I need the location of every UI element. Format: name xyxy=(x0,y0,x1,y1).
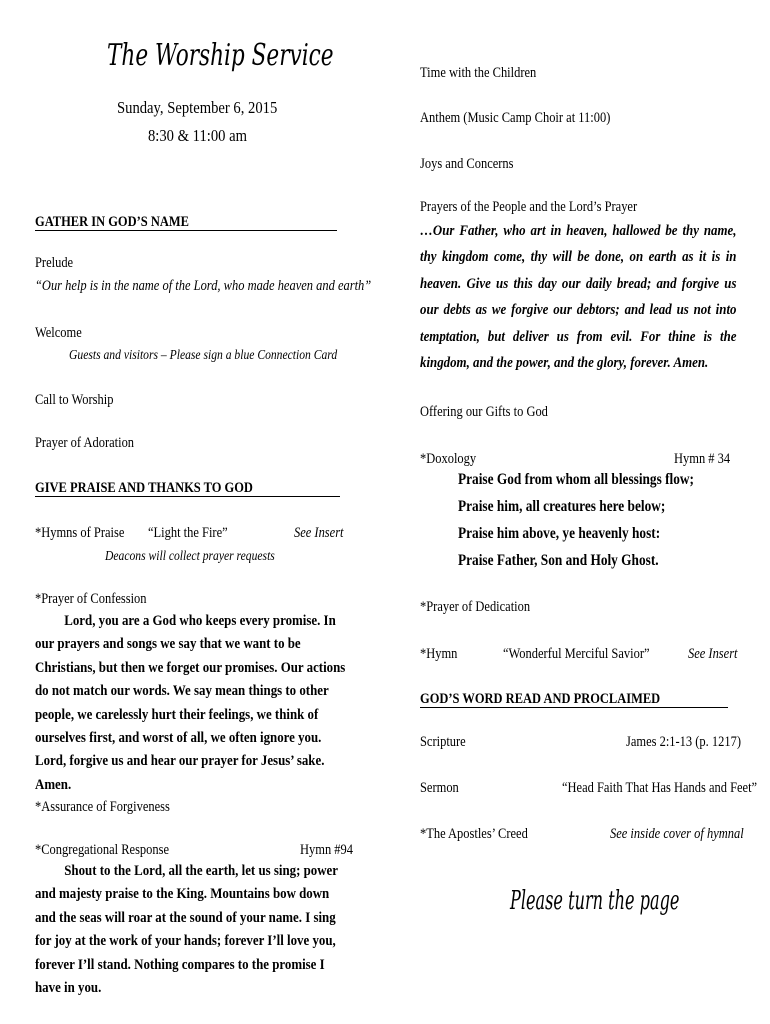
deacons-note: Deacons will collect prayer requests xyxy=(105,548,275,563)
prayer-of-confession-text: Lord, you are a God who keeps every promise. In our prayers and songs we say that we want to be Christians, but then we forget our promises. Our actions do not match our words. We say mean things to other people, we carelessly hurt their feelings, we think of ourselves first, and worst of all, we often ignore you. Lord, forgive us and hear our prayer for Jesus’ sake. Amen. xyxy=(35,613,346,793)
joys-and-concerns-label: Joys and Concerns xyxy=(420,156,514,172)
apostles-creed-ref: See inside cover of hymnal xyxy=(610,826,744,842)
doxology-line: Praise him, all creatures here below; xyxy=(458,498,666,515)
doxology-line: Praise Father, Son and Holy Ghost. xyxy=(458,552,659,569)
service-date: Sunday, September 6, 2015 xyxy=(117,98,278,117)
hymn-label: *Hymn xyxy=(420,646,458,662)
prayer-of-dedication-label: *Prayer of Dedication xyxy=(420,599,531,615)
anthem-label: Anthem (Music Camp Choir at 11:00) xyxy=(420,110,611,126)
lords-prayer-text: …Our Father, who art in heaven, hallowed be thy name, thy kingdom come, thy will be done, on earth as it is in heaven. Give us this day our daily bread; and forgive us our debts as we forgive our debtors; and lead us not into temptation, but deliver us from evil. For thine is the kingdom, and the power, and the glory, forever. Amen. xyxy=(420,223,737,372)
apostles-creed-label: *The Apostles’ Creed xyxy=(420,826,528,842)
offering-label: Offering our Gifts to God xyxy=(420,404,548,420)
congregational-response-label: *Congregational Response xyxy=(35,842,170,858)
section-rule xyxy=(420,707,728,708)
hymns-of-praise-label: *Hymns of Praise xyxy=(35,525,125,541)
assurance-of-forgiveness-label: *Assurance of Forgiveness xyxy=(35,799,170,815)
scripture-label: Scripture xyxy=(420,734,466,750)
hymns-of-praise-title: “Light the Fire” xyxy=(148,525,228,541)
service-times: 8:30 & 11:00 am xyxy=(148,126,247,145)
hymns-of-praise-ref: See Insert xyxy=(294,525,344,541)
doxology-line: Praise God from whom all blessings flow; xyxy=(458,471,694,488)
doxology-label: *Doxology xyxy=(420,451,477,467)
section-praise-heading: GIVE PRAISE AND THANKS TO GOD xyxy=(35,480,253,496)
prelude-quote: “Our help is in the name of the Lord, who made heaven and earth” xyxy=(35,278,372,294)
call-to-worship-label: Call to Worship xyxy=(35,392,114,408)
prelude-label: Prelude xyxy=(35,255,74,271)
scripture-ref: James 2:1-13 (p. 1217) xyxy=(626,734,741,750)
welcome-label: Welcome xyxy=(35,325,82,341)
section-word-heading: GOD’S WORD READ AND PROCLAIMED xyxy=(420,691,661,707)
doxology-hymn: Hymn # 34 xyxy=(674,451,731,467)
page-title: The Worship Service xyxy=(107,38,334,73)
doxology-line: Praise him above, ye heavenly host: xyxy=(458,525,661,542)
please-turn-the-page: Please turn the page xyxy=(510,886,680,916)
welcome-note: Guests and visitors – Please sign a blue Connection Card xyxy=(69,347,338,362)
sermon-title: “Head Faith That Has Hands and Feet” xyxy=(562,780,758,796)
hymn-title: “Wonderful Merciful Savior” xyxy=(503,646,650,662)
section-gather-heading: GATHER IN GOD’S NAME xyxy=(35,214,189,230)
prayers-of-the-people-label: Prayers of the People and the Lord’s Prayer xyxy=(420,199,638,215)
section-rule xyxy=(35,230,337,231)
prayer-of-adoration-label: Prayer of Adoration xyxy=(35,435,135,451)
time-with-children-label: Time with the Children xyxy=(420,65,537,81)
sermon-label: Sermon xyxy=(420,780,459,796)
prayer-of-confession-label: *Prayer of Confession xyxy=(35,591,147,607)
congregational-response-text: Shout to the Lord, all the earth, let us sing; power and majesty praise to the King. Mountains bow down and the seas will roar at the sound of your name. I sing for joy at the work of your hands; forever I’ll love you, forever I’ll stand. Nothing compares to the promise I have in you. xyxy=(35,863,338,997)
congregational-response-hymn: Hymn #94 xyxy=(300,842,353,858)
hymn-ref: See Insert xyxy=(688,646,738,662)
section-rule xyxy=(35,496,340,497)
